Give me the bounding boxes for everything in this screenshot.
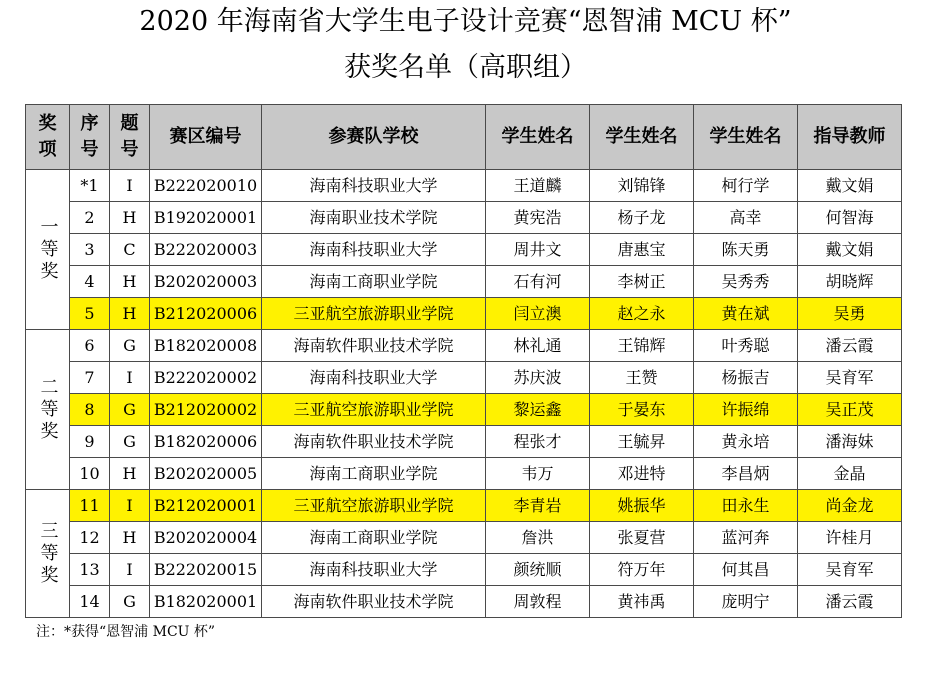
student1-cell: 石有河 <box>486 266 590 298</box>
seq-cell: 9 <box>70 426 110 458</box>
seq-cell: 7 <box>70 362 110 394</box>
table-row <box>26 586 902 618</box>
student3-cell: 庞明宁 <box>694 586 798 618</box>
advisor-cell: 吴育军 <box>798 362 902 394</box>
footnote: 注：*获得“恩智浦 MCU 杯” <box>36 624 216 640</box>
student3-cell: 黄在斌 <box>694 298 798 330</box>
advisor-cell: 潘云霞 <box>798 586 902 618</box>
zone-id-cell: B222020002 <box>150 362 262 394</box>
school-cell: 海南软件职业技术学院 <box>262 330 486 362</box>
student3-cell: 黄永培 <box>694 426 798 458</box>
student2-cell: 于晏东 <box>590 394 694 426</box>
advisor-cell: 戴文娟 <box>798 234 902 266</box>
seq-cell: 4 <box>70 266 110 298</box>
problem-cell: G <box>110 330 150 362</box>
seq-cell: 6 <box>70 330 110 362</box>
student3-cell: 田永生 <box>694 490 798 522</box>
advisor-cell: 许桂月 <box>798 522 902 554</box>
zone-id-cell: B212020006 <box>150 298 262 330</box>
student2-cell: 唐惠宝 <box>590 234 694 266</box>
school-cell: 三亚航空旅游职业学院 <box>262 394 486 426</box>
zone-id-cell: B182020001 <box>150 586 262 618</box>
table-row <box>26 458 902 490</box>
seq-cell: 8 <box>70 394 110 426</box>
problem-cell: H <box>110 202 150 234</box>
header-seq <box>70 105 110 170</box>
student3-cell: 何其昌 <box>694 554 798 586</box>
student3-cell: 陈天勇 <box>694 234 798 266</box>
header-zone-id: 赛区编号 <box>150 105 262 170</box>
school-cell: 三亚航空旅游职业学院 <box>262 298 486 330</box>
student1-cell: 黄宪浩 <box>486 202 590 234</box>
seq-cell: 3 <box>70 234 110 266</box>
table-row <box>26 394 902 426</box>
advisor-cell: 吴正茂 <box>798 394 902 426</box>
school-cell: 海南科技职业大学 <box>262 554 486 586</box>
seq-cell: 12 <box>70 522 110 554</box>
document-title-line2: 获奖名单（高职组） <box>344 52 587 83</box>
award-cell: 二等奖 <box>26 330 70 490</box>
student2-cell: 王锦辉 <box>590 330 694 362</box>
student2-cell: 张夏营 <box>590 522 694 554</box>
student3-cell: 李昌炳 <box>694 458 798 490</box>
zone-id-cell: B202020003 <box>150 266 262 298</box>
table-row <box>26 234 902 266</box>
student1-cell: 闫立澳 <box>486 298 590 330</box>
table-header-row <box>26 105 902 170</box>
student2-cell: 王赞 <box>590 362 694 394</box>
problem-cell: I <box>110 490 150 522</box>
zone-id-cell: B192020001 <box>150 202 262 234</box>
advisor-cell: 吴育军 <box>798 554 902 586</box>
school-cell: 三亚航空旅游职业学院 <box>262 490 486 522</box>
zone-id-cell: B212020002 <box>150 394 262 426</box>
student1-cell: 王道麟 <box>486 170 590 202</box>
school-cell: 海南工商职业学院 <box>262 458 486 490</box>
header-problem-text: 题 号 <box>120 113 139 160</box>
zone-id-cell: B202020005 <box>150 458 262 490</box>
advisor-cell: 尚金龙 <box>798 490 902 522</box>
document-title-line1: 2020 年海南省大学生电子设计竞赛“恩智浦 MCU 杯” <box>139 6 792 37</box>
header-award <box>26 105 70 170</box>
student1-cell: 周敦程 <box>486 586 590 618</box>
student2-cell: 李树正 <box>590 266 694 298</box>
seq-cell: 5 <box>70 298 110 330</box>
seq-cell: *1 <box>70 170 110 202</box>
student1-cell: 林礼通 <box>486 330 590 362</box>
zone-id-cell: B222020015 <box>150 554 262 586</box>
advisor-cell: 潘海妹 <box>798 426 902 458</box>
awards-table <box>25 104 902 618</box>
table-row <box>26 362 902 394</box>
school-cell: 海南科技职业大学 <box>262 234 486 266</box>
table-row <box>26 522 902 554</box>
school-cell: 海南职业技术学院 <box>262 202 486 234</box>
header-student1: 学生姓名 <box>486 105 590 170</box>
problem-cell: H <box>110 266 150 298</box>
school-cell: 海南科技职业大学 <box>262 362 486 394</box>
zone-id-cell: B182020008 <box>150 330 262 362</box>
school-cell: 海南软件职业技术学院 <box>262 586 486 618</box>
header-student3: 学生姓名 <box>694 105 798 170</box>
seq-cell: 14 <box>70 586 110 618</box>
student2-cell: 姚振华 <box>590 490 694 522</box>
student1-cell: 李青岩 <box>486 490 590 522</box>
student3-cell: 柯行学 <box>694 170 798 202</box>
seq-cell: 13 <box>70 554 110 586</box>
student2-cell: 赵之永 <box>590 298 694 330</box>
zone-id-cell: B182020006 <box>150 426 262 458</box>
table-row <box>26 554 902 586</box>
table-body <box>26 170 902 618</box>
student1-cell: 周井文 <box>486 234 590 266</box>
advisor-cell: 戴文娟 <box>798 170 902 202</box>
student3-cell: 杨振吉 <box>694 362 798 394</box>
zone-id-cell: B222020010 <box>150 170 262 202</box>
student1-cell: 颜统顺 <box>486 554 590 586</box>
award-cell: 三等奖 <box>26 490 70 618</box>
header-advisor: 指导教师 <box>798 105 902 170</box>
header-school: 参赛队学校 <box>262 105 486 170</box>
table-row <box>26 330 902 362</box>
problem-cell: I <box>110 170 150 202</box>
problem-cell: I <box>110 554 150 586</box>
advisor-cell: 吴勇 <box>798 298 902 330</box>
advisor-cell: 胡晓辉 <box>798 266 902 298</box>
school-cell: 海南工商职业学院 <box>262 522 486 554</box>
problem-cell: C <box>110 234 150 266</box>
student2-cell: 符万年 <box>590 554 694 586</box>
problem-cell: H <box>110 522 150 554</box>
problem-cell: G <box>110 394 150 426</box>
student1-cell: 詹洪 <box>486 522 590 554</box>
student3-cell: 叶秀聪 <box>694 330 798 362</box>
problem-cell: G <box>110 426 150 458</box>
problem-cell: H <box>110 458 150 490</box>
problem-cell: G <box>110 586 150 618</box>
student1-cell: 苏庆波 <box>486 362 590 394</box>
problem-cell: I <box>110 362 150 394</box>
student2-cell: 王毓昇 <box>590 426 694 458</box>
header-seq-text: 序 号 <box>80 113 99 160</box>
seq-cell: 2 <box>70 202 110 234</box>
header-award-text: 奖 项 <box>38 113 57 160</box>
zone-id-cell: B202020004 <box>150 522 262 554</box>
table-row <box>26 426 902 458</box>
school-cell: 海南工商职业学院 <box>262 266 486 298</box>
seq-cell: 11 <box>70 490 110 522</box>
student3-cell: 蓝河奔 <box>694 522 798 554</box>
school-cell: 海南软件职业技术学院 <box>262 426 486 458</box>
seq-cell: 10 <box>70 458 110 490</box>
advisor-cell: 何智海 <box>798 202 902 234</box>
table-row <box>26 170 902 202</box>
student2-cell: 刘锦锋 <box>590 170 694 202</box>
zone-id-cell: B222020003 <box>150 234 262 266</box>
school-cell: 海南科技职业大学 <box>262 170 486 202</box>
student2-cell: 杨子龙 <box>590 202 694 234</box>
student3-cell: 高幸 <box>694 202 798 234</box>
header-student2: 学生姓名 <box>590 105 694 170</box>
advisor-cell: 潘云霞 <box>798 330 902 362</box>
header-problem <box>110 105 150 170</box>
problem-cell: H <box>110 298 150 330</box>
student1-cell: 黎运鑫 <box>486 394 590 426</box>
award-cell: 一等奖 <box>26 170 70 330</box>
student3-cell: 许振绵 <box>694 394 798 426</box>
student2-cell: 邓进特 <box>590 458 694 490</box>
student1-cell: 程张才 <box>486 426 590 458</box>
table-row <box>26 490 902 522</box>
zone-id-cell: B212020001 <box>150 490 262 522</box>
student2-cell: 黄祎禹 <box>590 586 694 618</box>
student3-cell: 吴秀秀 <box>694 266 798 298</box>
table-row <box>26 298 902 330</box>
student1-cell: 韦万 <box>486 458 590 490</box>
advisor-cell: 金晶 <box>798 458 902 490</box>
table-row <box>26 266 902 298</box>
table-row <box>26 202 902 234</box>
